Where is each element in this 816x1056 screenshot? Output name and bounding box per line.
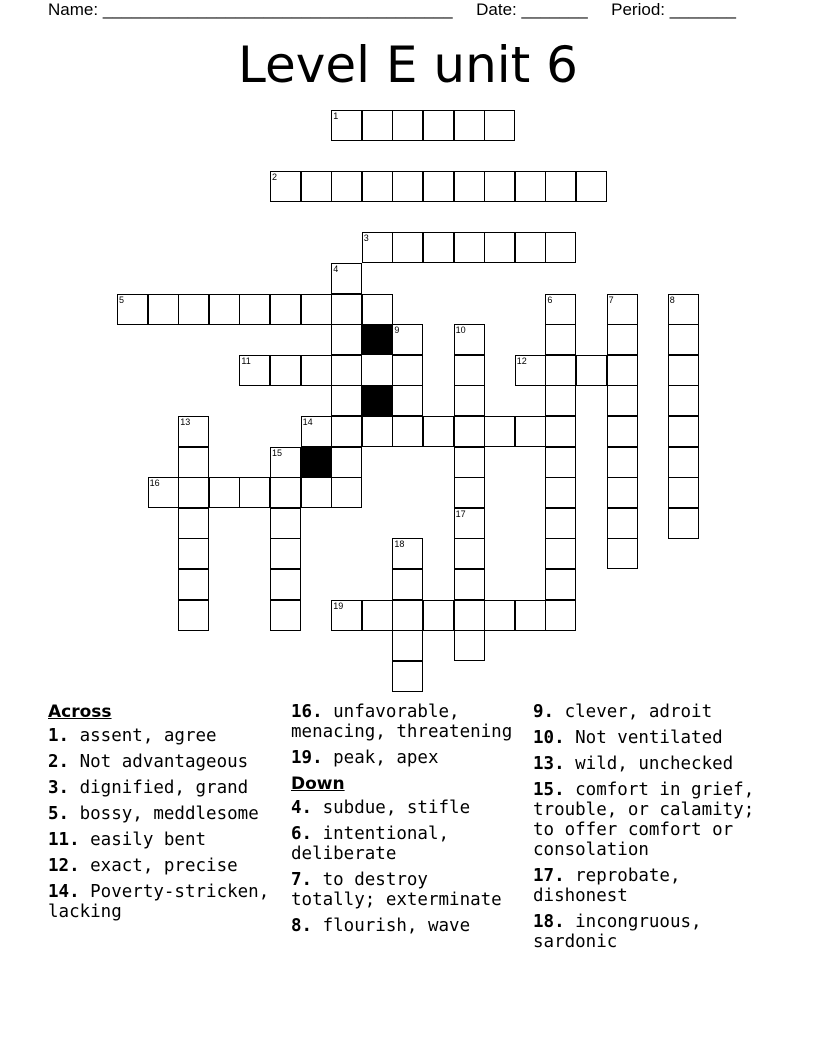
clue-number: 11. [48, 830, 80, 850]
grid-cell[interactable] [484, 600, 515, 631]
clue-text: bossy, meddlesome [69, 804, 259, 824]
clue-number: 8 [669, 294, 675, 305]
grid-cell[interactable] [392, 630, 423, 661]
clue-number: 19 [333, 600, 344, 611]
clue-number: 6 [547, 294, 553, 305]
grid-cell[interactable] [607, 508, 638, 539]
down-clue [533, 866, 763, 906]
grid-cell[interactable] [545, 416, 576, 447]
across-clue [48, 778, 278, 798]
grid-cell[interactable] [484, 171, 515, 202]
grid-cell[interactable] [239, 294, 270, 325]
grid-cell[interactable] [668, 324, 699, 355]
grid-cell[interactable] [362, 416, 393, 447]
grid-cell[interactable] [454, 477, 485, 508]
grid-cell[interactable] [392, 385, 423, 416]
clue-number: 8. [291, 916, 313, 936]
clue-number: 14. [48, 882, 80, 902]
grid-cell[interactable] [484, 110, 515, 141]
across-heading: Across [48, 702, 112, 722]
grid-cell[interactable] [270, 508, 301, 539]
across-clue [48, 752, 278, 772]
clue-text: comfort in grief, trouble, or calamity; to offer comfort or consolation [533, 780, 755, 860]
period-blank[interactable]: _______ [669, 0, 736, 19]
grid-cell[interactable] [484, 416, 515, 447]
grid-cell[interactable] [362, 294, 393, 325]
down-clue [533, 912, 763, 952]
grid-cell[interactable] [301, 477, 332, 508]
grid-cell[interactable] [423, 232, 454, 263]
grid-cell[interactable] [515, 232, 546, 263]
grid-cell[interactable] [148, 294, 179, 325]
grid-cell[interactable] [454, 355, 485, 386]
clue-number: 5 [119, 294, 125, 305]
grid-cell[interactable] [270, 294, 301, 325]
grid-cell[interactable] [301, 355, 332, 386]
grid-cell[interactable] [239, 477, 270, 508]
clue-number: 4. [291, 798, 313, 818]
grid-cell[interactable] [178, 294, 209, 325]
clue-number: 13 [180, 417, 191, 427]
across-clue [48, 830, 278, 850]
grid-cell[interactable] [331, 294, 362, 325]
grid-cell[interactable] [668, 385, 699, 416]
grid-cell[interactable] [392, 600, 423, 631]
grid-cell[interactable] [178, 447, 209, 478]
down-heading: Down [291, 774, 345, 794]
clue-number: 11 [241, 355, 251, 366]
down-clue [291, 916, 521, 936]
down-clue [291, 798, 521, 818]
grid-cell[interactable] [545, 324, 576, 355]
date-blank[interactable]: _______ [521, 0, 588, 19]
grid-cell[interactable] [454, 630, 485, 661]
clue-number: 15. [533, 780, 565, 800]
clue-number: 1 [333, 111, 339, 121]
clue-number: 10 [455, 325, 466, 336]
clue-text: incongruous, sardonic [533, 912, 702, 952]
grid-cell[interactable] [331, 355, 362, 386]
grid-cell[interactable] [270, 477, 301, 508]
name-blank[interactable]: _____________________________________ [102, 0, 453, 19]
grid-cell[interactable] [454, 385, 485, 416]
grid-cell[interactable] [454, 600, 485, 631]
clue-number: 5. [48, 804, 70, 824]
across-clue [291, 748, 521, 768]
grid-cell[interactable] [423, 416, 454, 447]
down-clue [291, 870, 521, 910]
grid-cell[interactable] [331, 416, 362, 447]
grid-cell[interactable] [607, 385, 638, 416]
clue-number: 7 [608, 294, 614, 305]
clue-text: peak, apex [322, 748, 439, 768]
grid-cell[interactable] [545, 600, 576, 631]
grid-cell[interactable] [576, 171, 607, 202]
grid-cell[interactable] [454, 447, 485, 478]
grid-cell[interactable] [668, 447, 699, 478]
grid-cell[interactable] [545, 355, 576, 386]
grid-cell[interactable] [392, 355, 423, 386]
clue-number: 17. [533, 866, 565, 886]
clue-text: clever, adroit [554, 702, 713, 722]
clue-number: 19. [291, 748, 323, 768]
clue-text: exact, precise [79, 856, 238, 876]
grid-cell[interactable] [545, 385, 576, 416]
grid-cell[interactable] [331, 171, 362, 202]
grid-cell[interactable] [545, 477, 576, 508]
grid-cell[interactable] [423, 110, 454, 141]
grid-cell[interactable] [668, 416, 699, 447]
grid-cell[interactable] [576, 355, 607, 386]
grid-cell[interactable] [607, 447, 638, 478]
down-clue [291, 824, 521, 864]
down-clue [533, 780, 763, 860]
clue-number: 6. [291, 824, 313, 844]
grid-cell[interactable] [545, 508, 576, 539]
grid-cell[interactable] [270, 569, 301, 600]
grid-cell[interactable] [545, 232, 576, 263]
clue-number: 12 [516, 355, 527, 366]
clue-text: dignified, grand [69, 778, 249, 798]
grid-cell[interactable] [331, 385, 362, 416]
grid-cell[interactable] [362, 171, 393, 202]
page-title: Level E unit 6 [238, 36, 578, 94]
clue-number: 2. [48, 752, 70, 772]
grid-cell[interactable] [331, 324, 362, 355]
clue-text: unfavorable, menacing, threatening [291, 702, 513, 742]
down-clue [533, 754, 763, 774]
across-clue [291, 702, 521, 742]
grid-cell[interactable] [607, 355, 638, 386]
grid-cell[interactable] [209, 477, 240, 508]
grid-cell[interactable] [545, 171, 576, 202]
name-label: Name: [48, 0, 99, 19]
clue-text: to destroy totally; exterminate [291, 870, 502, 910]
clue-text: easily bent [79, 830, 207, 850]
period-label: Period: [611, 0, 666, 19]
grid-cell[interactable] [607, 538, 638, 569]
clue-number: 3 [363, 233, 369, 244]
grid-cell[interactable] [392, 171, 423, 202]
grid-cell[interactable] [178, 600, 209, 631]
black-cell [362, 324, 393, 355]
clue-number: 17 [455, 508, 466, 519]
black-cell [301, 447, 332, 478]
grid-cell[interactable] [545, 569, 576, 600]
across-clue [48, 726, 278, 746]
grid-cell[interactable] [270, 355, 301, 386]
grid-cell[interactable] [209, 294, 240, 325]
grid-cell[interactable] [423, 171, 454, 202]
grid-cell[interactable] [484, 232, 515, 263]
down-clue [533, 728, 763, 748]
grid-cell[interactable] [454, 171, 485, 202]
grid-cell[interactable] [515, 416, 546, 447]
grid-cell[interactable] [668, 355, 699, 386]
clues-column-3 [533, 702, 763, 958]
grid-cell[interactable] [607, 324, 638, 355]
clue-number: 7. [291, 870, 313, 890]
grid-cell[interactable] [454, 232, 485, 263]
grid-cell[interactable] [362, 600, 393, 631]
grid-cell[interactable] [178, 569, 209, 600]
grid-cell[interactable] [392, 110, 423, 141]
grid-cell[interactable] [301, 171, 332, 202]
grid-cell[interactable] [454, 538, 485, 569]
clue-number: 4 [333, 264, 339, 274]
grid-cell[interactable] [515, 171, 546, 202]
clue-number: 9. [533, 702, 555, 722]
across-clue [48, 856, 278, 876]
grid-cell[interactable] [515, 600, 546, 631]
across-clue [48, 882, 278, 922]
grid-cell[interactable] [270, 600, 301, 631]
clue-number: 15 [272, 447, 283, 458]
clue-number: 3. [48, 778, 70, 798]
clues-column-1 [48, 702, 278, 928]
grid-cell[interactable] [454, 569, 485, 600]
black-cell [362, 385, 393, 416]
clue-text: wild, unchecked [564, 754, 734, 774]
grid-cell[interactable] [423, 600, 454, 631]
clue-text: Not advantageous [69, 752, 249, 772]
clue-number: 1. [48, 726, 70, 746]
grid-cell[interactable] [270, 538, 301, 569]
grid-cell[interactable] [454, 416, 485, 447]
grid-cell[interactable] [668, 508, 699, 539]
date-label: Date: [476, 0, 517, 19]
grid-cell[interactable] [454, 110, 485, 141]
clue-number: 2 [272, 172, 278, 183]
across-clue [48, 804, 278, 824]
grid-cell[interactable] [607, 477, 638, 508]
clue-text: assent, agree [69, 726, 217, 746]
clue-number: 12. [48, 856, 80, 876]
clue-text: flourish, wave [312, 916, 471, 936]
grid-cell[interactable] [607, 416, 638, 447]
grid-cell[interactable] [178, 538, 209, 569]
clue-number: 18. [533, 912, 565, 932]
grid-cell[interactable] [362, 110, 393, 141]
clue-text: Not ventilated [564, 728, 723, 748]
clue-number: 14 [302, 417, 313, 427]
grid-cell[interactable] [545, 538, 576, 569]
grid-cell[interactable] [545, 447, 576, 478]
grid-cell[interactable] [178, 508, 209, 539]
clue-text: Poverty-stricken, lacking [48, 882, 270, 922]
clue-number: 9 [394, 325, 400, 336]
grid-cell[interactable] [668, 477, 699, 508]
clue-number: 16 [149, 478, 160, 489]
clue-text: reprobate, dishonest [533, 866, 681, 906]
grid-cell[interactable] [178, 477, 209, 508]
grid-cell[interactable] [392, 661, 423, 692]
clues-column-2 [291, 702, 521, 942]
clue-number: 18 [394, 539, 405, 550]
grid-cell[interactable] [301, 294, 332, 325]
clue-text: subdue, stifle [312, 798, 471, 818]
clue-text: intentional, deliberate [291, 824, 450, 864]
grid-cell[interactable] [392, 232, 423, 263]
clue-number: 16. [291, 702, 323, 722]
down-clue [533, 702, 763, 722]
clue-number: 10. [533, 728, 565, 748]
grid-cell[interactable] [331, 477, 362, 508]
grid-cell[interactable] [392, 569, 423, 600]
clue-number: 13. [533, 754, 565, 774]
grid-cell[interactable] [331, 447, 362, 478]
grid-cell[interactable] [392, 416, 423, 447]
